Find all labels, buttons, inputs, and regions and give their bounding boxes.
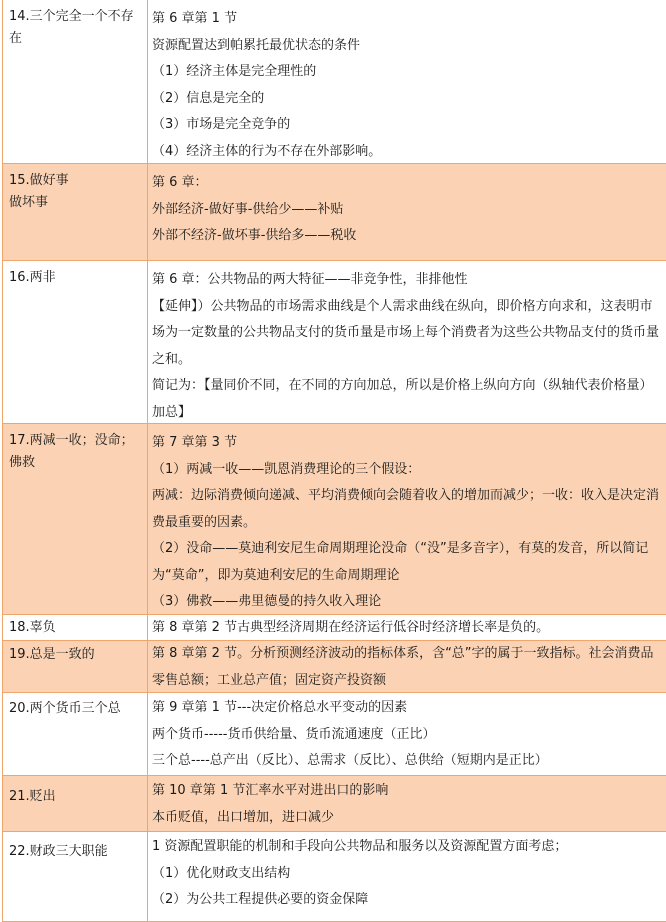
mnemonic-key: 18.辜负 [3,615,148,640]
mnemonic-key: 16.两非 [3,261,148,423]
mnemonic-key: 21.贬出 [3,776,148,831]
table-row [3,0,666,164]
explanation-line: 第 6 章：公共物品的两大特征——非竞争性，非排他性 [152,272,468,287]
table-row [3,261,666,424]
explanation-line: 第 9 章第 1 节---决定价格总水平变动的因素 [152,700,408,715]
explanation-line: 第 6 章第 1 节 [152,11,238,26]
explanation-line: （1）经济主体是完全理性的 [152,64,317,79]
explanation-line: 简记为：【量同价不同，在不同的方向加总，所以是价格上纵向方向（纵轴代表价格量）加总】 [152,378,653,420]
explanation-line: 外部不经济-做坏事-供给多——税收 [152,228,357,243]
explanation-line: 两个货币-----货币供给量、货币流通速度（正比） [152,726,436,742]
explanation-line: （1）优化财政支出结构 [152,865,291,881]
mnemonic-key: 19.总是一致的 [3,641,148,692]
explanation-line: （2）没命——莫迪利安尼生命周期理论没命（“没”是多音字），有莫的发音，所以简记为“莫命”，即为莫迪利安尼的生命周期理论 [152,541,649,583]
table-row [3,832,666,922]
explanation-line: 第 7 章第 3 节 [152,435,238,450]
explanation-line: 外部经济-做好事-供给少——补贴 [152,201,344,217]
explanation-line: （4）经济主体的行为不存在外部影响。 [152,143,382,159]
table-row [3,164,666,261]
explanation-cell [148,0,666,163]
table-row [3,693,666,776]
explanation-line: 第 10 章第 1 节汇率水平对进出口的影响 [152,783,389,798]
explanation-line: 第 6 章： [152,175,208,190]
explanation-line: 本币贬值，出口增加，进口减少 [152,809,335,825]
explanation-line: （2）信息是完全的 [152,90,265,106]
explanation-cell [148,776,666,831]
explanation-line: 【延伸】）公共物品的市场需求曲线是个人需求曲线在纵向，即价格方向求和，这表明市场为一定数量的公共物品支付的货币量是市场上每个消费者为这些公共物品支付的货币量之和。 [152,298,660,367]
explanation-line: 第 8 章第 2 节古典型经济周期在经济运行低谷时经济增长率是负的。 [152,620,550,635]
table-row [3,424,666,615]
explanation-line: 第 8 章第 2 节。分析预测经济波动的指标体系，含“总”字的属于一致指标。社会消费品零售总额；工业总产值；固定资产投资额 [152,646,654,688]
explanation-line: （3）佛救——弗里德曼的持久收入理论 [152,594,382,609]
table-row [3,615,666,641]
explanation-cell [148,424,666,614]
table-row [3,641,666,693]
explanation-line: （3）市场是完全竞争的 [152,117,291,132]
explanation-cell [148,832,666,921]
mnemonic-key: 15.做好事 做坏事 [3,164,148,260]
explanation-line: （1）两减一收——凯恩消费理论的三个假设： [152,461,421,477]
mnemonic-key: 14.三个完全一个不存在 [3,0,148,163]
explanation-cell [148,164,666,260]
mnemonic-key: 20.两个货币三个总 [3,693,148,775]
explanation-line: 1 资源配置职能的机制和手段向公共物品和服务以及资源配置方面考虑； [152,839,568,854]
explanation-cell [148,261,666,423]
explanation-cell [148,693,666,775]
explanation-cell [148,641,666,692]
explanation-cell [148,615,666,640]
table-row [3,776,666,832]
explanation-line: 两减：边际消费倾向递减、平均消费倾向会随着收入的增加而减少；一收：收入是决定消费最重要的因素。 [152,488,660,530]
mnemonic-key: 22.财政三大职能 [3,832,148,921]
mnemonic-key: 17.两减一收；没命；佛救 [3,424,148,614]
explanation-line: 资源配置达到帕累托最优状态的条件 [152,37,361,53]
explanation-line: 三个总----总产出（反比）、总需求（反比）、总供给（短期内是正比） [152,753,548,768]
mnemonic-table [2,0,666,922]
explanation-line: （2）为公共工程提供必要的资金保障 [152,892,369,907]
